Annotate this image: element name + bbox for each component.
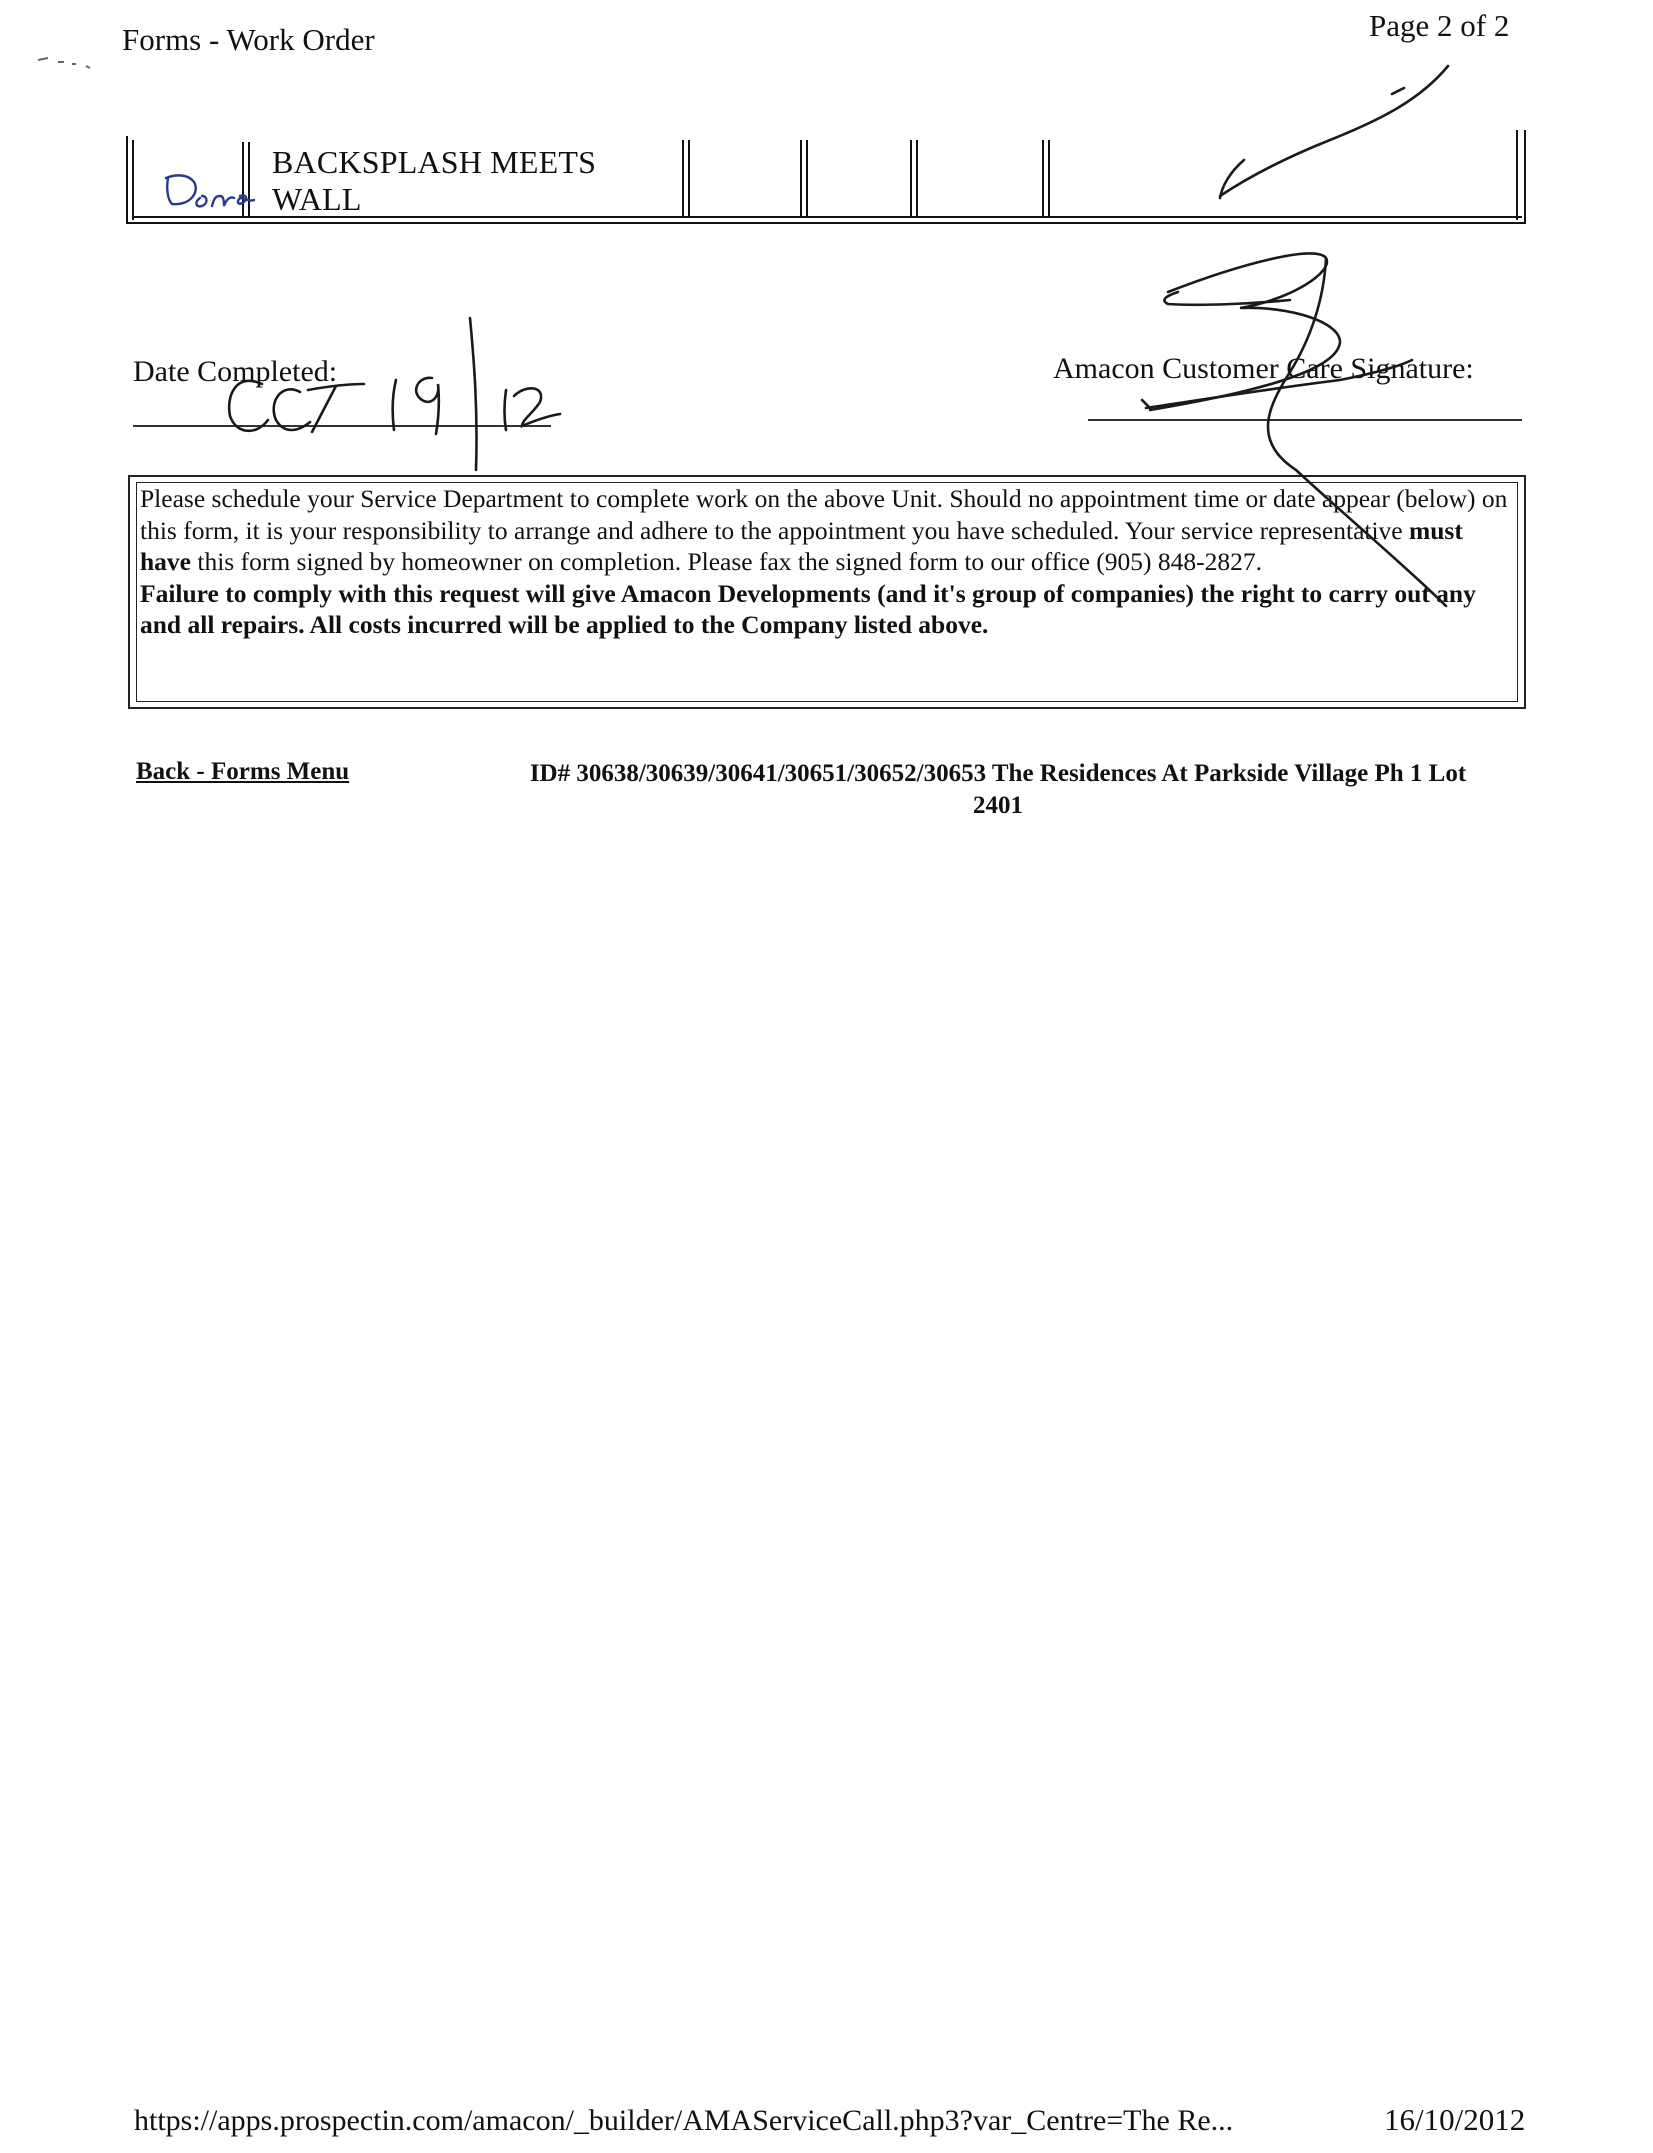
date-handwriting	[229, 318, 560, 470]
date-completed-line	[133, 425, 551, 427]
item-description-line2: WALL	[272, 181, 362, 217]
notice-box	[128, 475, 1526, 709]
notice-failure-warning: Failure to comply with this request will give Amacon Developments (and it's group of companies) the right to carry out any and all repairs. All costs incurred will be applied to the Company listed above.	[140, 578, 1476, 639]
work-order-id	[468, 758, 1528, 822]
print-footer-date: 16/10/2012	[1384, 2102, 1526, 2137]
item-description-line1: BACKSPLASH MEETS	[272, 144, 597, 180]
item-description	[272, 144, 596, 218]
notice-part1: Please schedule your Service Department to complete work on the above Unit. Should no appointment time or date appear (below) on this form, it is your responsibility to arrange and adhere to the appointment you have scheduled. Your service representative	[140, 484, 1508, 545]
signature-label: Amacon Customer Care Signature:	[1053, 352, 1474, 385]
work-order-id-line1: ID# 30638/30639/30641/30651/30652/30653 The Residences At Parkside Village Ph 1 Lot	[529, 760, 1467, 787]
print-footer-url: https://apps.prospectin.com/amacon/_builder/AMAServiceCall.php3?var_Centre=The Re...	[134, 2104, 1234, 2137]
notice-emphasis: must have	[140, 515, 1463, 576]
notice-text	[140, 483, 1520, 641]
notice-part2: this form signed by homeowner on completion. Please fax the signed form to our office (905) 848-2827.	[191, 547, 1263, 576]
work-order-id-line2: 2401	[973, 792, 1023, 819]
page-number: Page 2 of 2	[1369, 8, 1510, 43]
back-forms-menu-link[interactable]: Back - Forms Menu	[136, 758, 350, 785]
date-completed-label: Date Completed:	[133, 355, 338, 388]
signature-line	[1088, 419, 1522, 421]
document-title: Forms - Work Order	[122, 22, 375, 57]
